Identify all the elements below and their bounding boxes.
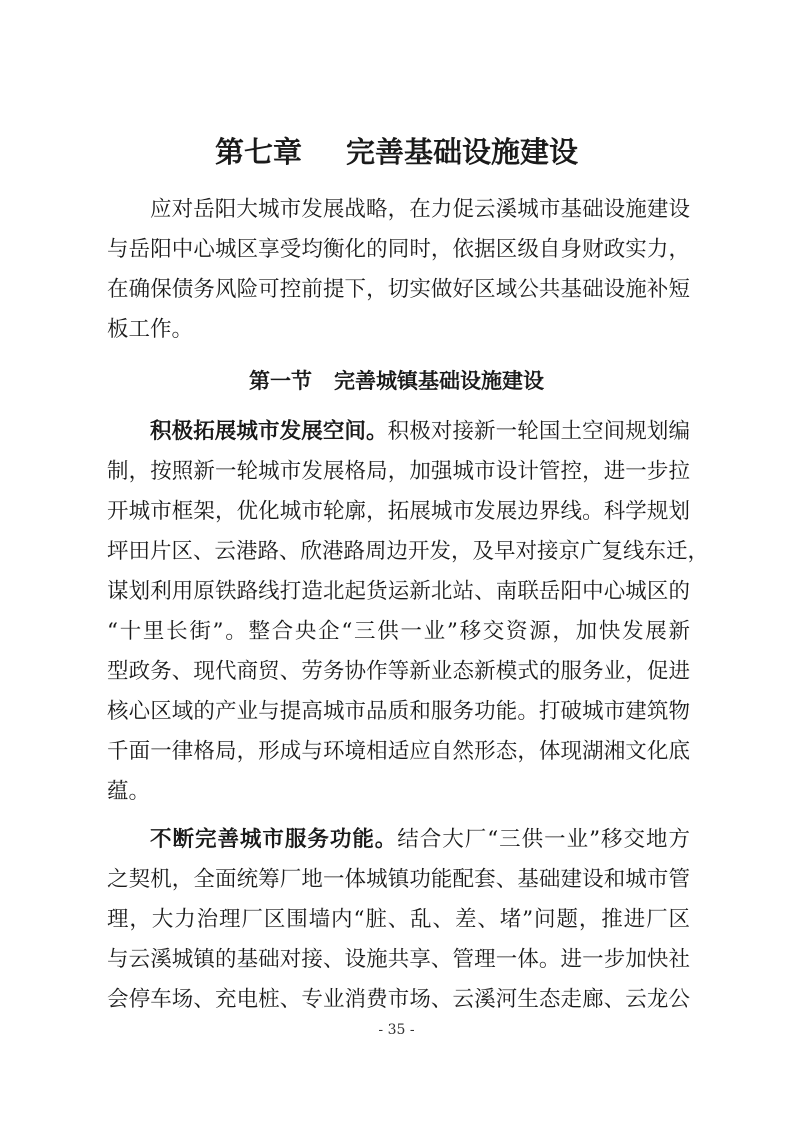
text-line: 会停车场、充电桩、专业消费市场、云溪河生态走廊、云龙公	[107, 987, 690, 1012]
chapter-number: 第七章	[214, 135, 302, 169]
paragraph-expand-space	[107, 412, 710, 812]
section-number: 第一节	[249, 369, 312, 393]
chapter-name: 完善基础设施建设	[346, 135, 579, 169]
text-line: 与岳阳中心城区享受均衡化的同时，依据区级自身财政实力，	[107, 237, 690, 262]
paragraph-lead: 不断完善城市服务功能。	[150, 827, 398, 852]
text-line: 核心区域的产业与提高城市品质和服务功能。打破城市建筑物	[107, 699, 690, 724]
text-span: 积极对接新一轮国土空间规划编	[387, 419, 690, 444]
text-line: 应对岳阳大城市发展战略，在力促云溪城市基础设施建设	[150, 197, 690, 222]
text-line: 谋划利用原铁路线打造北起货运新北站、南联岳阳中心城区的	[107, 579, 690, 604]
section-heading	[0, 366, 793, 396]
text-line	[107, 820, 690, 860]
text-line: 型政务、现代商贸、劳务协作等新业态新模式的服务业，促进	[107, 659, 690, 684]
text-line: 与云溪城镇的基础对接、设施共享、管理一体。进一步加快社	[107, 947, 690, 972]
text-line: 之契机，全面统筹厂地一体城镇功能配套、基础建设和城市管	[107, 867, 690, 892]
text-line: 蕴。	[107, 779, 151, 804]
text-span: 结合大厂“三供一业”移交地方	[397, 827, 690, 852]
text-line	[107, 412, 690, 452]
text-line: 板工作。	[107, 317, 194, 342]
text-line: “十里长街”。整合央企“三供一业”移交资源，加快发展新	[107, 619, 690, 644]
page-number: - 35 -	[378, 1022, 415, 1038]
text-line: 千面一律格局，形成与环境相适应自然形态，体现湖湘文化底	[107, 739, 690, 764]
chapter-title	[0, 132, 793, 172]
paragraph-lead: 积极拓展城市发展空间。	[150, 419, 388, 444]
text-line: 理，大力治理厂区围墙内“脏、乱、差、堵”问题，推进厂区	[107, 907, 690, 932]
text-line: 开城市框架，优化城市轮廓，拓展城市发展边界线。科学规划	[107, 499, 690, 524]
text-line: 坪田片区、云港路、欣港路周边开发，及早对接京广复线东迁，	[107, 539, 710, 564]
section-name: 完善城镇基础设施建设	[334, 369, 544, 393]
text-line: 制，按照新一轮城市发展格局，加强城市设计管控，进一步拉	[107, 459, 690, 484]
text-line: 在确保债务风险可控前提下，切实做好区域公共基础设施补短	[107, 277, 690, 302]
paragraph-service-functions	[107, 820, 690, 1020]
intro-paragraph	[107, 190, 690, 350]
